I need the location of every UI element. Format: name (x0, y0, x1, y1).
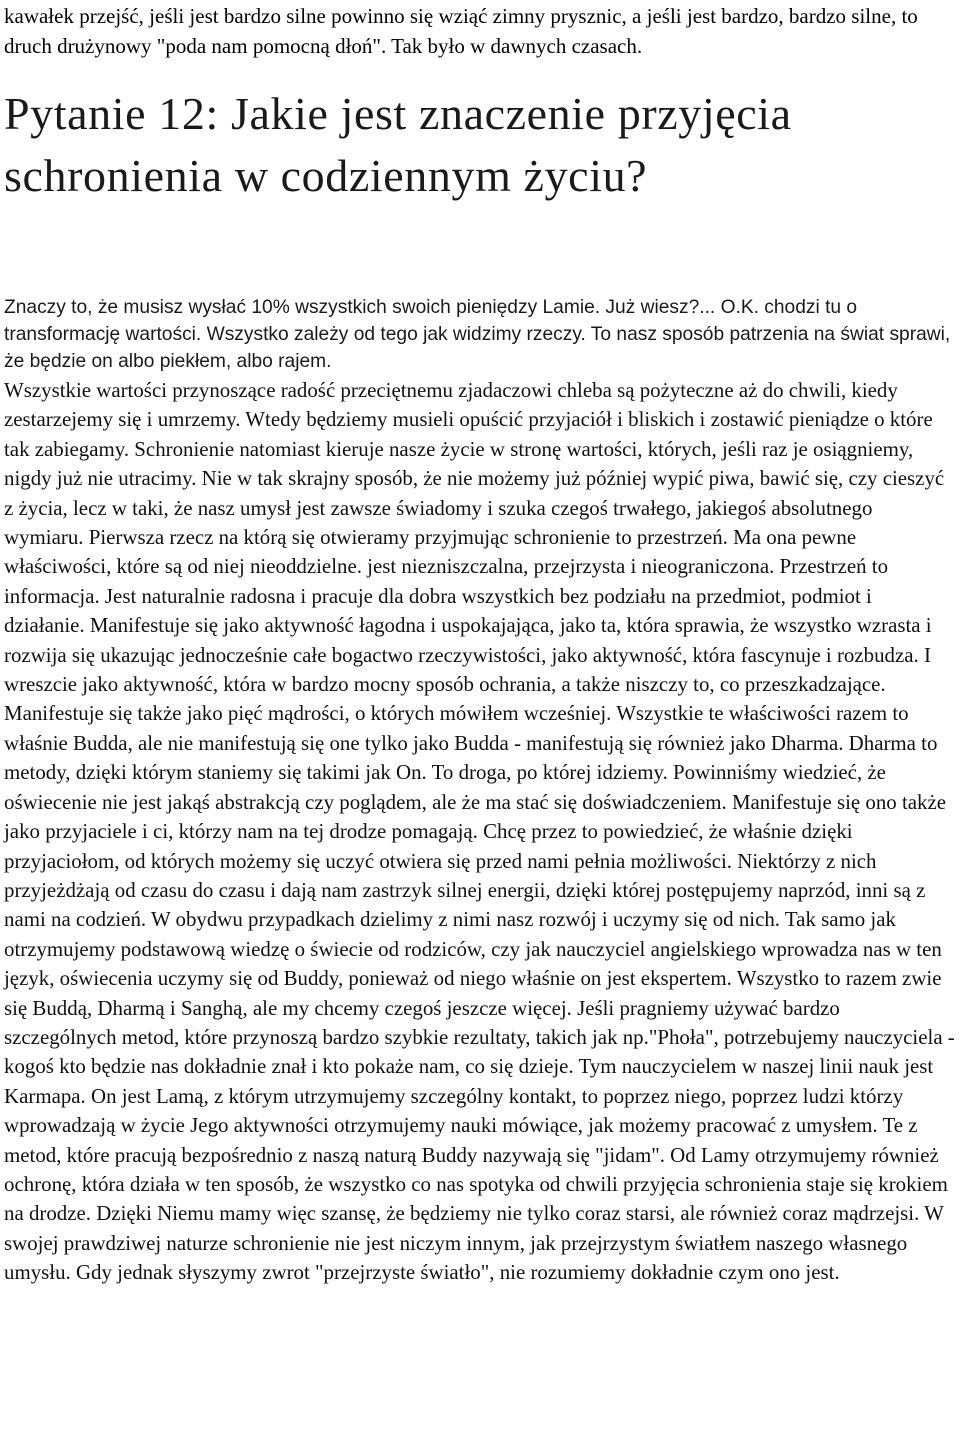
body-paragraph: Wszystkie wartości przynoszące radość przeciętnemu zjadaczowi chleba są pożyteczne aż do chwili, kiedy zestarzejemy się i umrzemy. Wtedy będziemy musieli opuścić przyjaciół i bliskich i zostawić pieniądze o które tak zabiegamy. Schronienie natomiast kieruje nasze życie w stronę wartości, których, jeśli raz je osiągniemy, nigdy już nie utracimy. Nie w tak skrajny sposób, że nie możemy już później wypić piwa, bawić się, czy cieszyć z życia, lecz w taki, że nasz umysł jest zawsze świadomy i szuka czegoś trwałego, jakiegoś absolutnego wymiaru. Pierwsza rzecz na którą się otwieramy przyjmując schronienie to przestrzeń. Ma ona pewne właściwości, które są od niej nieoddzielne. jest niezniszczalna, przejrzysta i nieograniczona. Przestrzeń to informacja. Jest naturalnie radosna i pracuje dla dobra wszystkich bez podziału na przedmiot, podmiot i działanie. Manifestuje się jako aktywność łagodna i uspokajająca, jako ta, która sprawia, że wszystko wzrasta i rozwija się ukazując jednocześnie całe bogactwo rzeczywistości, jako aktywność, która fascynuje i rozbudza. I wreszcie jako aktywność, która w bardzo mocny sposób ochrania, a także niszczy to, co przeszkadzające. Manifestuje się także jako pięć mądrości, o których mówiłem wcześniej. Wszystkie te właściwości razem to właśnie Budda, ale nie manifestują się one tylko jako Budda - manifestują się również jako Dharma. Dharma to metody, dzięki którym staniemy się takimi jak On. To droga, po której idziemy. Powinniśmy wiedzieć, że oświecenie nie jest jakąś abstrakcją czy poglądem, ale że ma stać się doświadczeniem. Manifestuje się ono także jako przyjaciele i ci, którzy nam na tej drodze pomagają. Chcę przez to powiedzieć, że właśnie dzięki przyjaciołom, od których możemy się uczyć otwiera się przed nami pełnia możliwości. Niektórzy z nich przyjeżdżają od czasu do czasu i dają nam zastrzyk silnej energii, dzięki której postępujemy naprzód, inni są z nami na codzień. W obydwu przypadkach dzielimy z nimi nasz rozwój i uczymy się od nich. Tak samo jak otrzymujemy podstawową wiedzę o świecie od rodziców, czy jak nauczyciel angielskiego wprowadza nas w ten język, oświecenia uczymy się od Buddy, ponieważ od niego właśnie on jest ekspertem. Wszystko to razem zwie się Buddą, Dharmą i Sanghą, ale my chcemy czegoś jeszcze więcej. Jeśli pragniemy używać bardzo szczególnych metod, które przynoszą bardzo szybkie rezultaty, takich jak np."Phoła", potrzebujemy nauczyciela - kogoś kto będzie nas dokładnie znał i kto pokaże nam, co się dzieje. Tym nauczycielem w naszej linii nauk jest Karmapa. On jest Lamą, z którym utrzymujemy szczególny kontakt, to poprzez niego, poprzez ludzi którzy wprowadzają w życie Jego aktywności otrzymujemy nauki mówiące, jak możemy pracować z umysłem. Te z metod, które pracują bezpośrednio z naszą naturą Buddy nazywają się "jidam". Od Lamy otrzymujemy również ochronę, która działa w ten sposób, że wszystko co nas spotyka od chwili przyjęcia schronienia staje się krokiem na drodze. Dzięki Niemu mamy więc szansę, że będziemy nie tylko coraz starsi, ale również coraz mądrzejsi. W swojej prawdziwej naturze schronienie nie jest niczym innym, jak przejrzystym światłem naszego własnego umysłu. Gdy jednak słyszymy zwrot "przejrzyste światło", nie rozumiemy dokładnie czym ono jest. (4, 378, 955, 1285)
lead-paragraph: kawałek przejść, jeśli jest bardzo silne powinno się wziąć zimny prysznic, a jeśli jest bardzo, bardzo silne, to druch drużynowy "poda nam pomocną dłoń". Tak było w dawnych czasach. (4, 4, 918, 58)
intro-paragraph: Znaczy to, że musisz wysłać 10% wszystkich swoich pieniędzy Lamie. Już wiesz?... O.K. chodzi tu o transformację wartości. Wszystko zależy od tego jak widzimy rzeczy. To nasz sposób patrzenia na świat sprawi, że będzie on albo piekłem, albo rajem. (4, 297, 951, 372)
section-heading: Pytanie 12: Jakie jest znaczenie przyjęcia schronienia w codziennym życiu? (4, 88, 792, 201)
document-page (4, 0, 956, 1288)
